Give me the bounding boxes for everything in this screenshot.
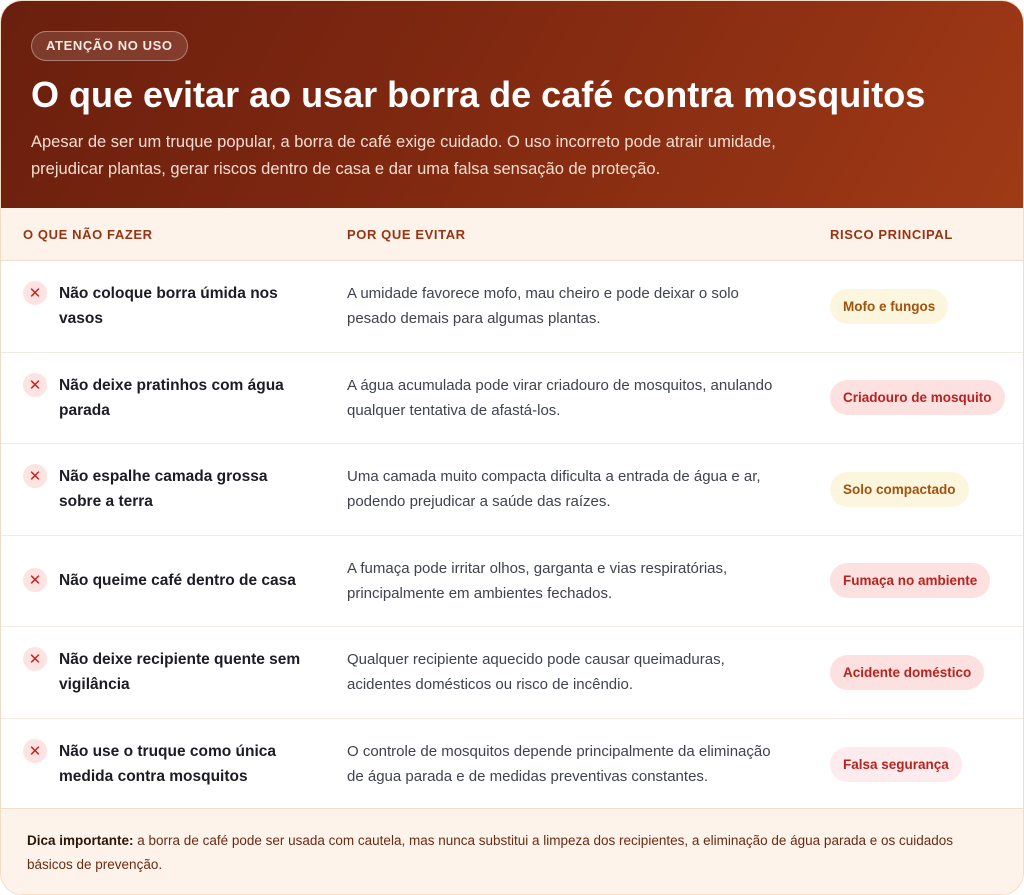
close-icon: ✕ (23, 647, 47, 671)
why-text: Qualquer recipiente aquecido pode causar queimaduras, acidentes domésticos ou risco de incêndio. (347, 651, 725, 694)
hero-header (1, 1, 1023, 208)
risk-cell (808, 472, 1023, 507)
what-cell (1, 568, 325, 593)
risk-cell (808, 747, 1023, 782)
risk-cell (808, 563, 1023, 598)
risk-badge: Mofo e fungos (830, 289, 948, 324)
what-cell (1, 464, 325, 514)
why-text: Uma camada muito compacta dificulta a entrada de água e ar, podendo prejudicar a saúde das raízes. (347, 468, 761, 511)
close-icon: ✕ (23, 373, 47, 397)
what-text: Não deixe pratinhos com água parada (59, 376, 284, 419)
risk-cell (808, 380, 1023, 415)
warning-tag: ATENÇÃO NO USO (31, 31, 188, 61)
header-risk: RISCO PRINCIPAL (830, 226, 953, 242)
risk-badge: Criadouro de mosquito (830, 380, 1005, 415)
risk-badge: Solo compactado (830, 472, 969, 507)
table-row (1, 719, 1023, 811)
table-header (1, 208, 1023, 261)
risk-badge: Falsa segurança (830, 747, 962, 782)
tip-box (1, 808, 1023, 894)
what-text: Não coloque borra úmida nos vasos (59, 285, 278, 328)
what-cell (1, 739, 325, 789)
what-cell (1, 373, 325, 423)
what-text: Não espalhe camada grossa sobre a terra (59, 468, 268, 511)
header-why: POR QUE EVITAR (347, 226, 466, 242)
header-what: O QUE NÃO FAZER (23, 226, 153, 242)
risk-badge: Fumaça no ambiente (830, 563, 990, 598)
risk-badge: Acidente doméstico (830, 655, 984, 690)
table-row (1, 536, 1023, 628)
close-icon: ✕ (23, 464, 47, 488)
risk-cell (808, 655, 1023, 690)
page-title: O que evitar ao usar borra de café contra mosquitos (31, 74, 926, 115)
why-text: A umidade favorece mofo, mau cheiro e pode deixar o solo pesado demais para algumas plantas. (347, 285, 739, 328)
why-text: A fumaça pode irritar olhos, garganta e vias respiratórias, principalmente em ambientes fechados. (347, 559, 728, 602)
risk-cell (808, 289, 1023, 324)
tip-label: Dica importante: (27, 833, 134, 848)
what-text: Não use o truque como única medida contra mosquitos (59, 743, 277, 786)
table-body (1, 261, 1023, 810)
table-row (1, 444, 1023, 536)
table-row (1, 261, 1023, 353)
what-cell (1, 647, 325, 697)
tip-text: a borra de café pode ser usada com cautela, mas nunca substitui a limpeza dos recipientes, a eliminação de água parada e os cuidados básicos de prevenção. (27, 833, 954, 872)
what-cell (1, 281, 325, 331)
close-icon: ✕ (23, 568, 47, 592)
table-row (1, 353, 1023, 445)
why-text: O controle de mosquitos depende principalmente da eliminação de água parada e de medidas preventivas constantes. (347, 743, 771, 786)
what-text: Não deixe recipiente quente sem vigilância (59, 651, 301, 694)
close-icon: ✕ (23, 281, 47, 305)
what-text: Não queime café dentro de casa (59, 572, 296, 590)
table-row (1, 627, 1023, 719)
why-text: A água acumulada pode virar criadouro de mosquitos, anulando qualquer tentativa de afastá-los. (347, 376, 773, 419)
close-icon: ✕ (23, 739, 47, 763)
page-subtitle: Apesar de ser um truque popular, a borra de café exige cuidado. O uso incorreto pode atrair umidade, prejudicar plantas, gerar riscos dentro de casa e dar uma falsa sensação de proteção. (31, 133, 776, 178)
